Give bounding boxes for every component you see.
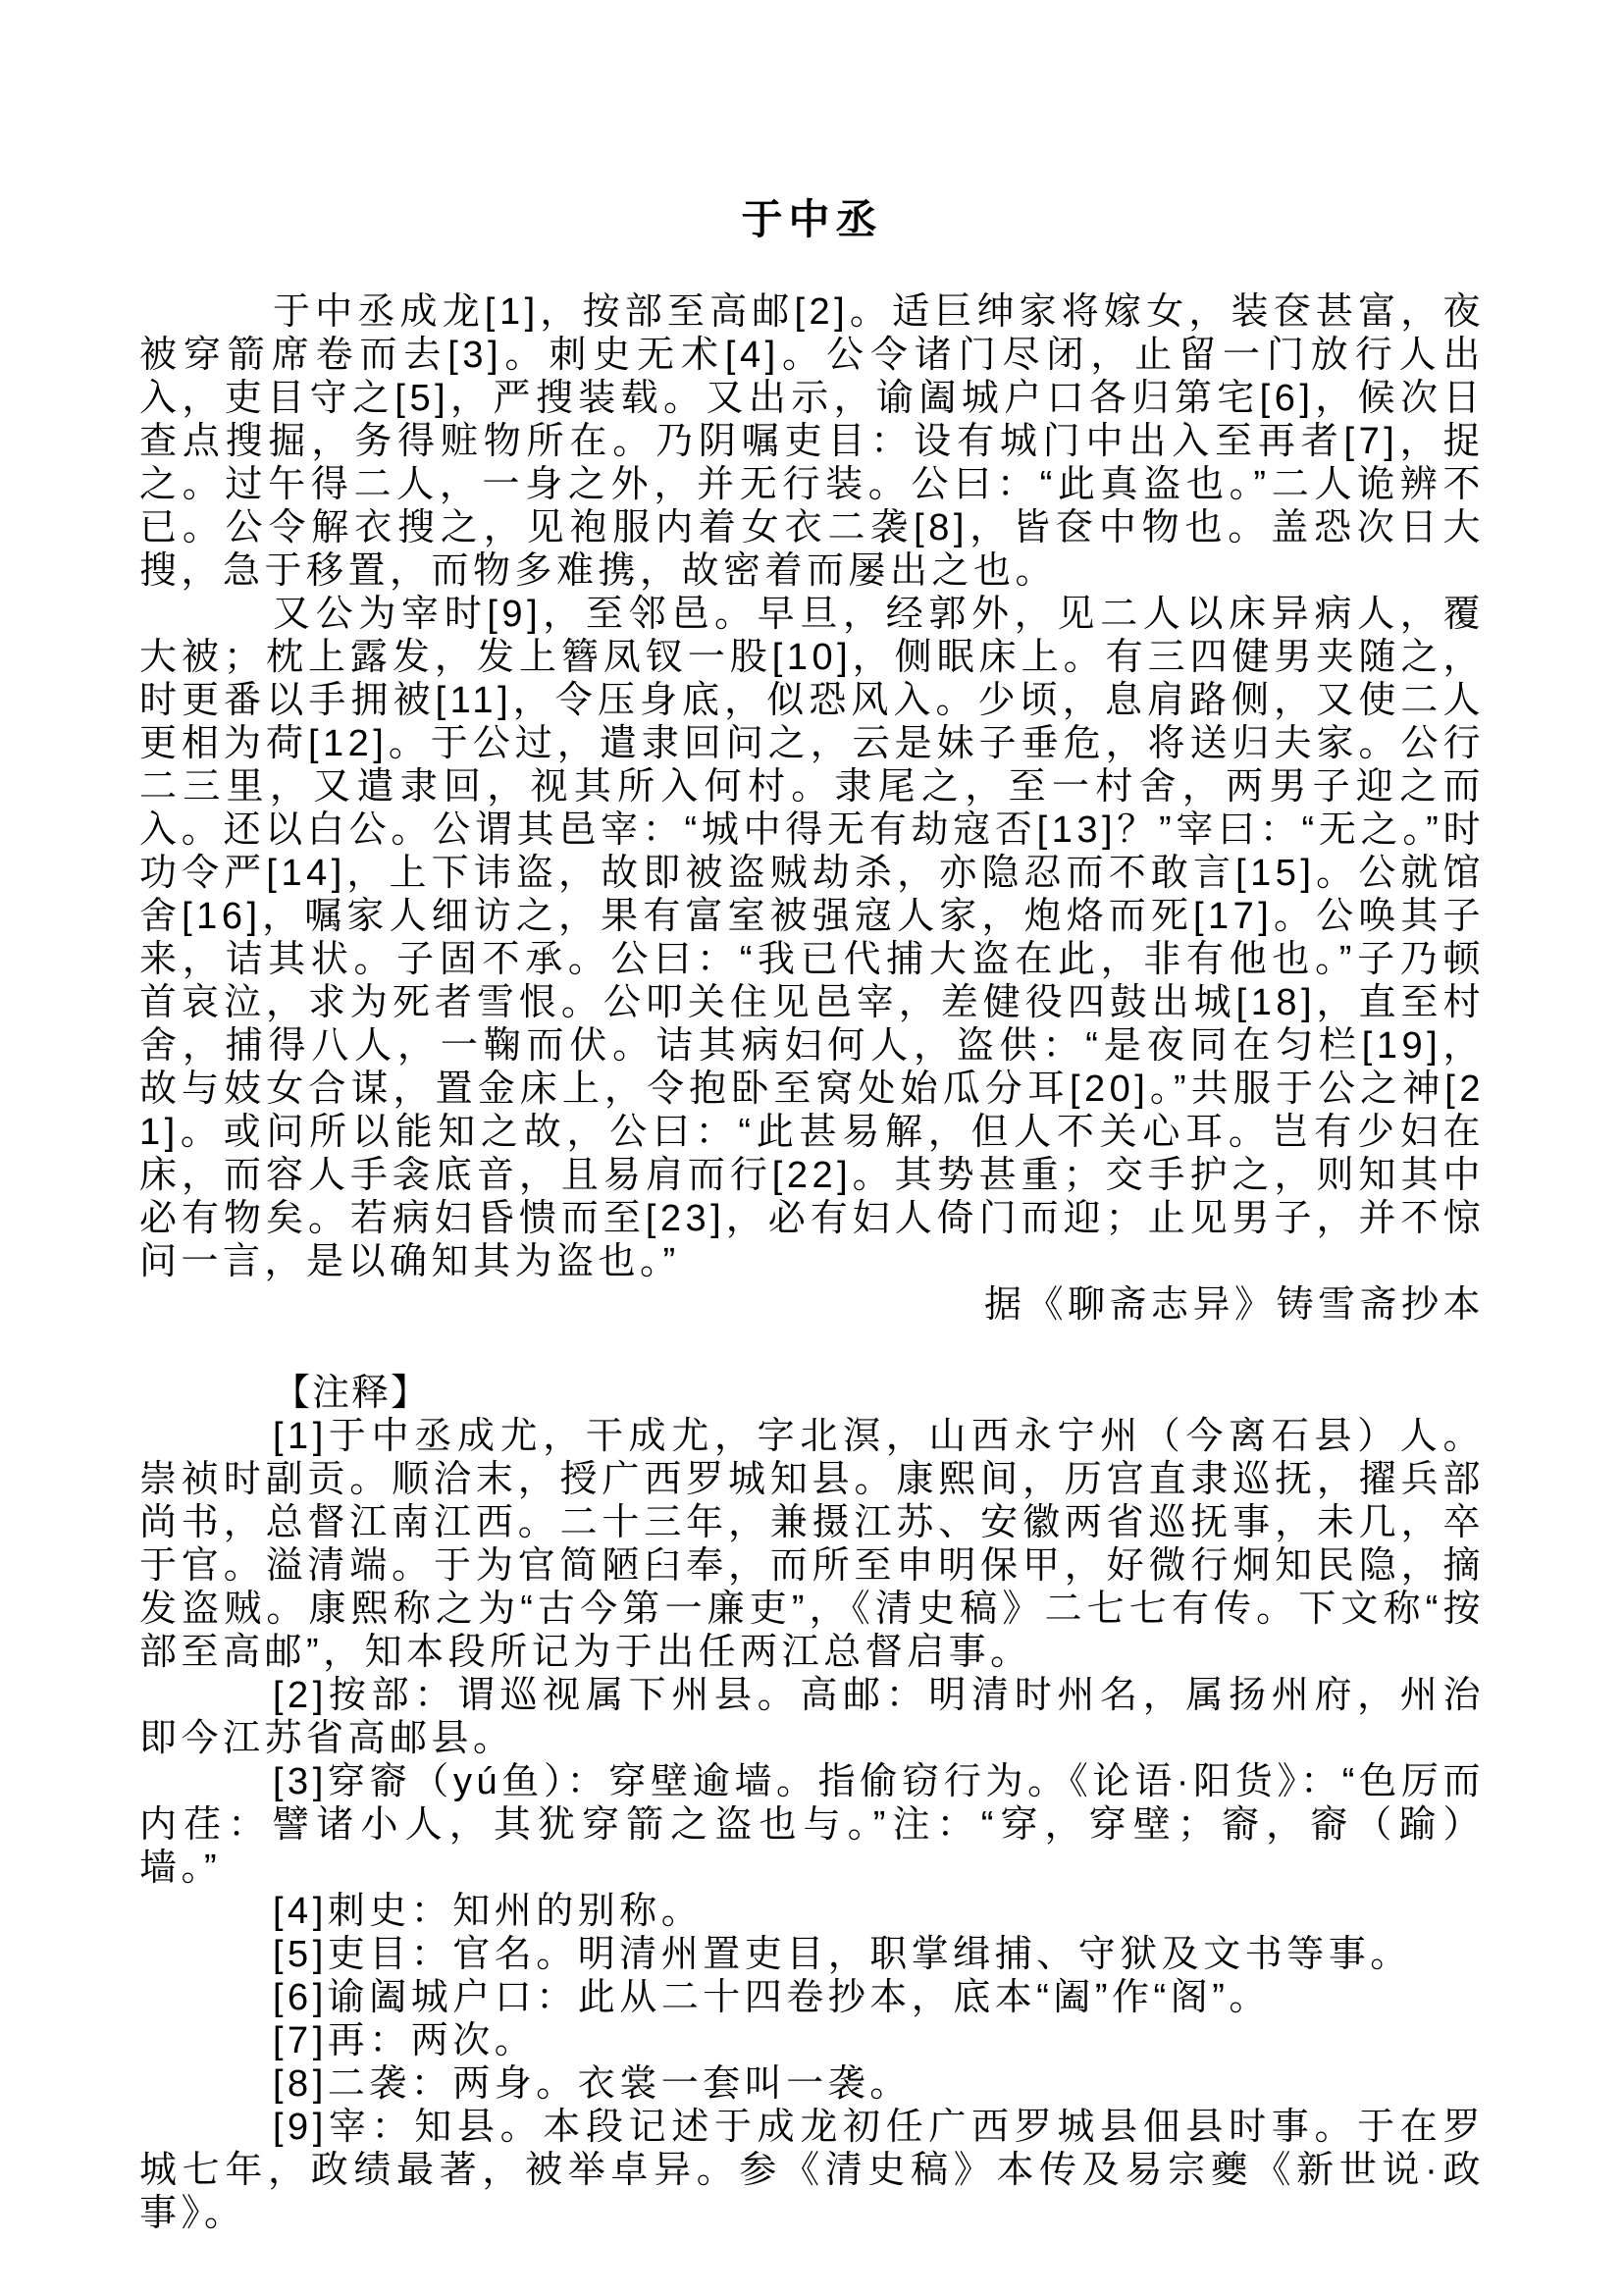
source-attribution: 据《聊斋志异》铸雪斋抄本 <box>983 1284 1485 1326</box>
story-paragraph-1: 于中丞成龙[1]，按部至高邮[2]。适巨绅家将嫁女，装奁甚富，夜被穿箭席卷而去[3]。刺史无术[4]。公令诸门尽闭，止留一门放行人出入，吏目守之[5]，严搜装载。又出示，谕阖城户口各归第宅[6]，候次日查点搜掘，务得赃物所在。乃阴嘱吏目：设有城门中出入至再者[7]，捉之。过午得二人，一身之外，并无行装。公曰：“此真盗也。”二人诡辨不已。公令解衣搜之，见袍服内着女衣二袭[8]，皆奁中物也。盖恐次日大搜，急于移置，而物多难携，故密着而屡出之也。 <box>139 291 1485 592</box>
note-item-4: [4]刺史：知州的别称。 <box>273 1891 704 1932</box>
note-item-7: [7]再：两次。 <box>273 2020 537 2061</box>
story-paragraph-2: 又公为宰时[9]，至邻邑。早旦，经郭外，见二人以床异病人，覆大被；枕上露发，发上簪凤钗一股[10]，侧眠床上。有三四健男夹随之，时更番以手拥被[11]，令压身底，似恐风入。少顷，息肩路侧，又使二人更相为荷[12]。于公过，遣隶回问之，云是妹子垂危，将送归夫家。公行二三里，又遣隶回，视其所入何村。隶尾之，至一村舍，两男子迎之而入。还以白公。公谓其邑宰：“城中得无有劫寇否[13]？”宰曰：“无之。”时功令严[14]，上下讳盗，故即被盗贼劫杀，亦隐忍而不敢言[15]。公就馆舍[16]，嘱家人细访之，果有富室被强寇人家，炮烙而死[17]。公唤其子来，诘其状。子固不承。公曰：“我已代捕大盗在此，非有他也。”子乃顿首哀泣，求为死者雪恨。公叩关住见邑宰，差健役四鼓出城[18]，直至村舍，捕得八人，一鞠而伏。诘其病妇何人，盗供：“是夜同在匀栏[19]，故与妓女合谋，置金床上，令抱卧至窝处始瓜分耳[20]。”共服于公之神[21]。或问所以能知之故，公曰：“此甚易解，但人不关心耳。岂有少妇在床，而容人手衾底音，且易肩而行[22]。其势甚重；交手护之，则知其中必有物矣。若病妇昏愦而至[23]，必有妇人倚门而迎；止见男子，并不惊问一言，是以确知其为盗也。” <box>139 594 1485 1282</box>
note-item-6: [6]谕阖城户口：此从二十四卷抄本，底本“阖”作“阁”。 <box>273 1977 1271 2018</box>
note-item-9: [9]宰：知县。本段记述于成龙初任广西罗城县佃县时事。于在罗城七年，政绩最著，被举卓异。参《清史稿》本传及易宗夔《新世说·政事》。 <box>139 2107 1485 2234</box>
note-item-5: [5]吏目：官名。明清州置吏目，职掌缉捕、守狱及文书等事。 <box>273 1934 1412 1975</box>
notes-section-header: 【注释】 <box>273 1373 431 1414</box>
note-item-1: [1]于中丞成尤，干成尤，字北溟，山西永宁州（今离石县）人。崇祯时副贡。顺洽末，授广西罗城知县。康熙间，历宫直隶巡抚，擢兵部尚书，总督江南江西。二十三年，兼摄江苏、安徽两省巡抚事，未几，卒于官。溢清端。于为官简陋臼奉，而所至申明保甲，好微行炯知民隐，摘发盗贼。康熙称之为“古今第一廉吏”，《清史稿》二七七有传。下文称“按部至高邮”，知本段所记为于出任两江总督启事。 <box>139 1416 1485 1673</box>
note-item-8: [8]二袭：两身。衣裳一套叫一袭。 <box>273 2063 912 2105</box>
page-title: 于中丞 <box>741 196 883 242</box>
note-item-2: [2]按部：谓巡视属下州县。高邮：明清时州名，属扬州府，州治即今江苏省高邮县。 <box>139 1675 1485 1759</box>
note-item-3: [3]穿窬（yú鱼）：穿壁逾墙。指偷窃行为。《论语·阳货》：“色厉而内荏：譬诸小人，其犹穿箭之盗也与。”注：“穿，穿壁；窬，窬（踰）墙。” <box>139 1761 1485 1889</box>
